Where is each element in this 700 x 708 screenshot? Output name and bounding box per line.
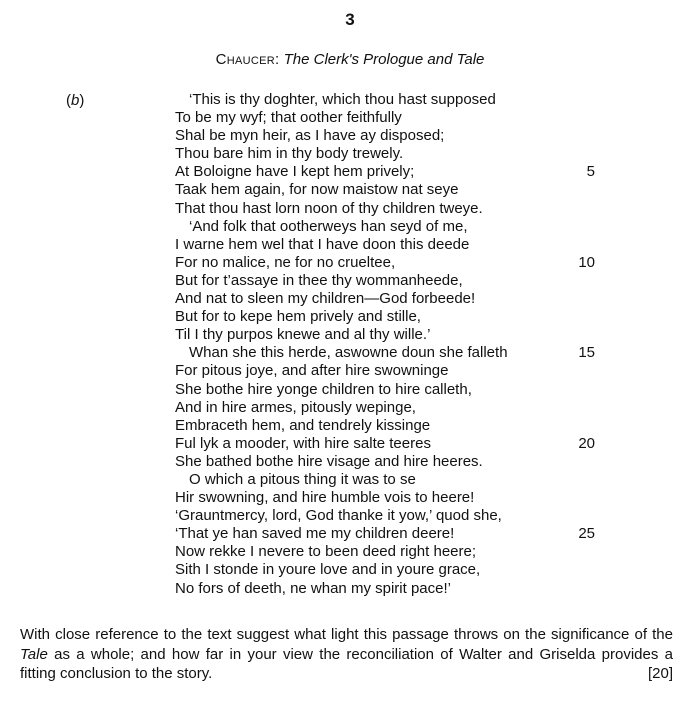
poem-line — [175, 344, 595, 362]
question-marks: [20] — [647, 665, 673, 682]
poem-line — [175, 471, 595, 489]
poem-line-text: Shal be myn heir, as I have ay disposed; — [175, 127, 445, 145]
question-emphasis: Tale — [20, 645, 48, 663]
poem-line — [175, 91, 595, 109]
page-number: 3 — [345, 10, 355, 29]
poem-line-text: ‘That ye han saved me my children deere! — [175, 525, 455, 543]
poem-line-text: Embraceth hem, and tendrely kissinge — [175, 416, 431, 434]
poem-line — [175, 507, 595, 525]
poem-line — [175, 145, 595, 163]
line-number: 10 — [578, 253, 595, 271]
poem-line — [175, 127, 595, 145]
poem-line — [175, 489, 595, 507]
heading-work-title: The Clerk's Prologue and Tale — [283, 51, 485, 68]
poem-line — [175, 561, 595, 579]
line-number: 20 — [578, 434, 595, 452]
poem-line-text: Hir swowning, and hire humble vois to heere! — [175, 489, 475, 507]
poem-line — [175, 580, 595, 598]
poem-line — [175, 326, 595, 344]
poem-line-text: And nat to sleen my children—God forbeede! — [175, 290, 476, 308]
heading-author: Chaucer: — [215, 51, 280, 68]
poem-line — [175, 362, 595, 380]
part-label — [66, 92, 84, 109]
poem-line-text: But for t’assaye in thee thy wommanheede, — [175, 271, 463, 289]
poem-line — [175, 381, 595, 399]
line-number: 5 — [586, 163, 595, 181]
poem-line — [175, 272, 595, 290]
poem-line-text: I warne hem wel that I have doon this deede — [175, 235, 470, 253]
exam-question — [20, 625, 673, 684]
poem-line-text: ‘Grauntmercy, lord, God thanke it yow,’ quod she, — [175, 507, 502, 525]
line-number: 15 — [578, 344, 595, 362]
part-label-letter: b — [71, 92, 80, 109]
section-heading — [0, 51, 700, 68]
poem-line-text: ‘And folk that ootherweys han seyd of me, — [189, 217, 468, 235]
poem-line-text: She bothe hire yonge children to hire calleth, — [175, 380, 472, 398]
poem-line — [175, 218, 595, 236]
poem-line-text: For pitous joye, and after hire swowninge — [175, 362, 449, 380]
poem-line-text: At Boloigne have I kept hem prively; — [175, 163, 415, 181]
poem-line — [175, 109, 595, 127]
poem-line-text: Til I thy purpos knewe and al thy wille.’ — [175, 326, 431, 344]
poem-line-text: Taak hem again, for now maistow nat seye — [175, 181, 459, 199]
question-text-before: With close reference to the text suggest what light this passage throws on the significance of the — [20, 626, 673, 643]
line-number: 25 — [578, 525, 595, 543]
poem-line — [175, 435, 595, 453]
poem-line-text: For no malice, ne for no crueltee, — [175, 253, 396, 271]
poem-line — [175, 181, 595, 199]
poem-line — [175, 254, 595, 272]
poem-line — [175, 543, 595, 561]
poem-line — [175, 236, 595, 254]
poem-line-text: ‘This is thy doghter, which thou hast supposed — [189, 91, 496, 108]
poem-line-text: Sith I stonde in youre love and in youre grace, — [175, 561, 481, 579]
poem-line-text: Thou bare him in thy body trewely. — [175, 145, 404, 163]
poem-line-text: That thou hast lorn noon of thy children tweye. — [175, 199, 483, 217]
question-text-after: as a whole; and how far in your view the reconciliation of Walter and Griselda provides a fitting conclusion to the story. — [20, 645, 673, 682]
poem-line — [175, 163, 595, 181]
poem-line — [175, 399, 595, 417]
part-label-open: ( — [66, 92, 71, 109]
poem-line-text: And in hire armes, pitously wepinge, — [175, 398, 416, 416]
poem-line-text: She bathed bothe hire visage and hire heeres. — [175, 452, 483, 470]
poem-line — [175, 200, 595, 218]
poem-line — [175, 453, 595, 471]
poem-line-text: No fors of deeth, ne whan my spirit pace!’ — [175, 579, 451, 597]
poem-line — [175, 417, 595, 435]
poem-line-text: Whan she this herde, aswowne doun she falleth — [189, 344, 508, 362]
part-label-close: ) — [79, 92, 85, 109]
poem-line — [175, 525, 595, 543]
poem-line — [175, 290, 595, 308]
poem-line-text: Now rekke I nevere to been deed right heere; — [175, 543, 477, 561]
poem-extract — [175, 91, 595, 598]
poem-line-text: But for to kepe hem prively and stille, — [175, 308, 421, 326]
poem-line-text: Ful lyk a mooder, with hire salte teeres — [175, 434, 431, 452]
poem-line-text: To be my wyf; that oother feithfully — [175, 109, 402, 127]
poem-line — [175, 308, 595, 326]
poem-line-text: O which a pitous thing it was to se — [189, 470, 416, 488]
